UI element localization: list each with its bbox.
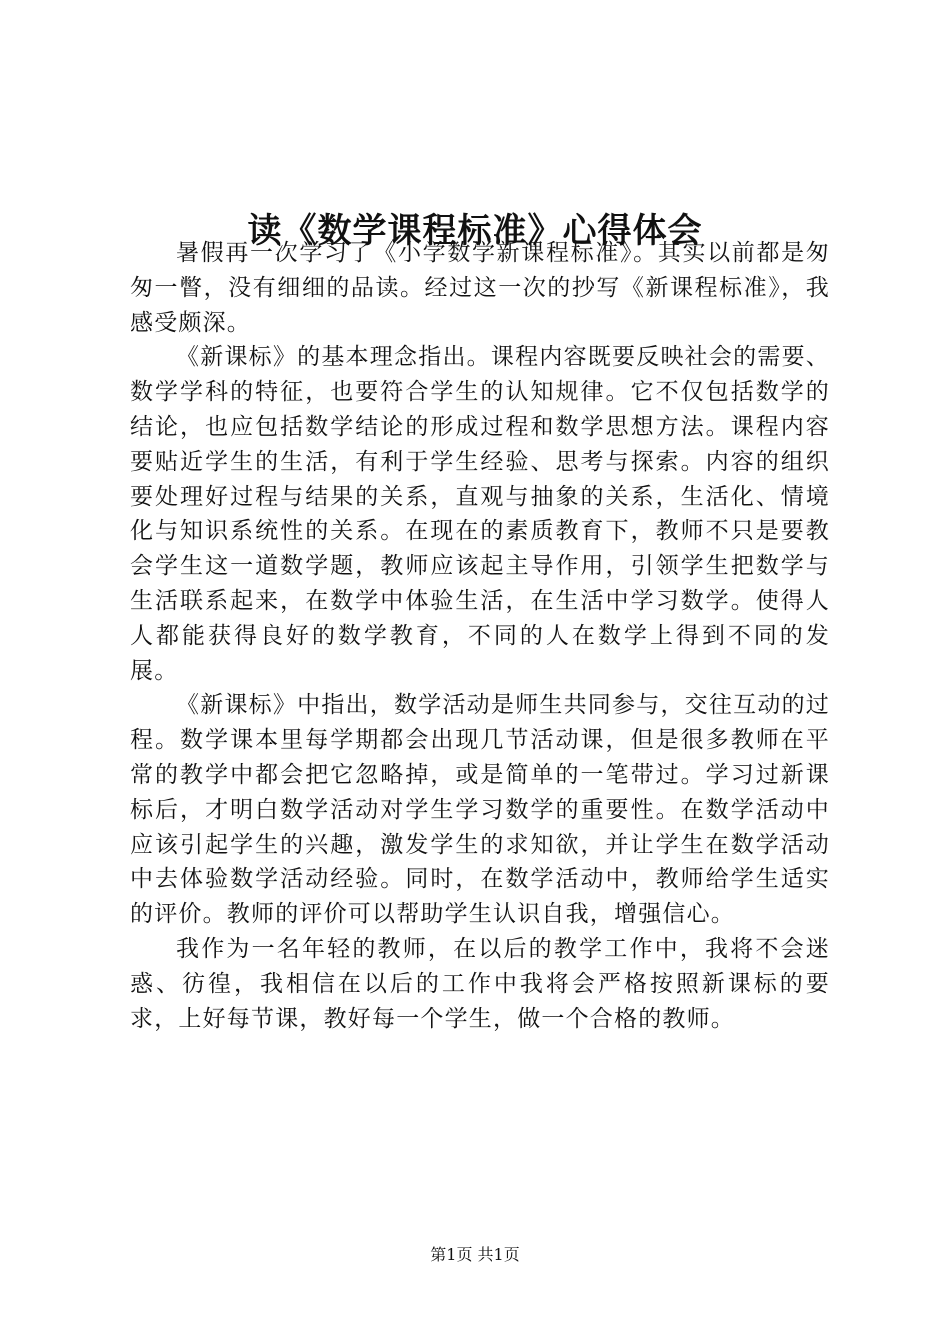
paragraph-3: 《新课标》中指出，数学活动是师生共同参与，交往互动的过程。数学课本里每学期都会出现几节活动课，但是很多教师在平常的教学中都会把它忽略掉，或是简单的一笔带过。学习过新课标后，才明白数学活动对学生学习数学的重要性。在数学活动中应该引起学生的兴趣，激发学生的求知欲，并让学生在数学活动中去体验数学活动经验。同时，在数学活动中，教师给学生适实的评价。教师的评价可以帮助学生认识自我，增强信心。 — [130, 692, 830, 928]
paragraph-4: 我作为一名年轻的教师，在以后的教学工作中，我将不会迷惑、彷徨，我相信在以后的工作中我将会严格按照新课标的要求，上好每节课，教好每一个学生，做一个合格的教师。 — [130, 935, 830, 1032]
document-title: 读《数学课程标准》心得体会 — [247, 210, 703, 251]
paragraph-2: 《新课标》的基本理念指出。课程内容既要反映社会的需要、数学学科的特征，也要符合学生的认知规律。它不仅包括数学的结论，也应包括数学结论的形成过程和数学思想方法。课程内容要贴近学生的生活，有利于学生经验、思考与探索。内容的组织要处理好过程与结果的关系，直观与抽象的关系，生活化、情境化与知识系统性的关系。在现在的素质教育下，教师不只是要教会学生这一道数学题，教师应该起主导作用，引领学生把数学与生活联系起来，在数学中体验生活，在生活中学习数学。使得人人都能获得良好的数学教育，不同的人在数学上得到不同的发展。 — [130, 344, 830, 684]
paragraph-1: 暑假再一次学习了《小学数学新课程标准》。其实以前都是匆匆一瞥，没有细细的品读。经过这一次的抄写《新课程标准》，我感受颇深。 — [130, 240, 830, 336]
page-footer: 第1页 共1页 — [430, 1245, 520, 1264]
document-body — [130, 236, 830, 1036]
